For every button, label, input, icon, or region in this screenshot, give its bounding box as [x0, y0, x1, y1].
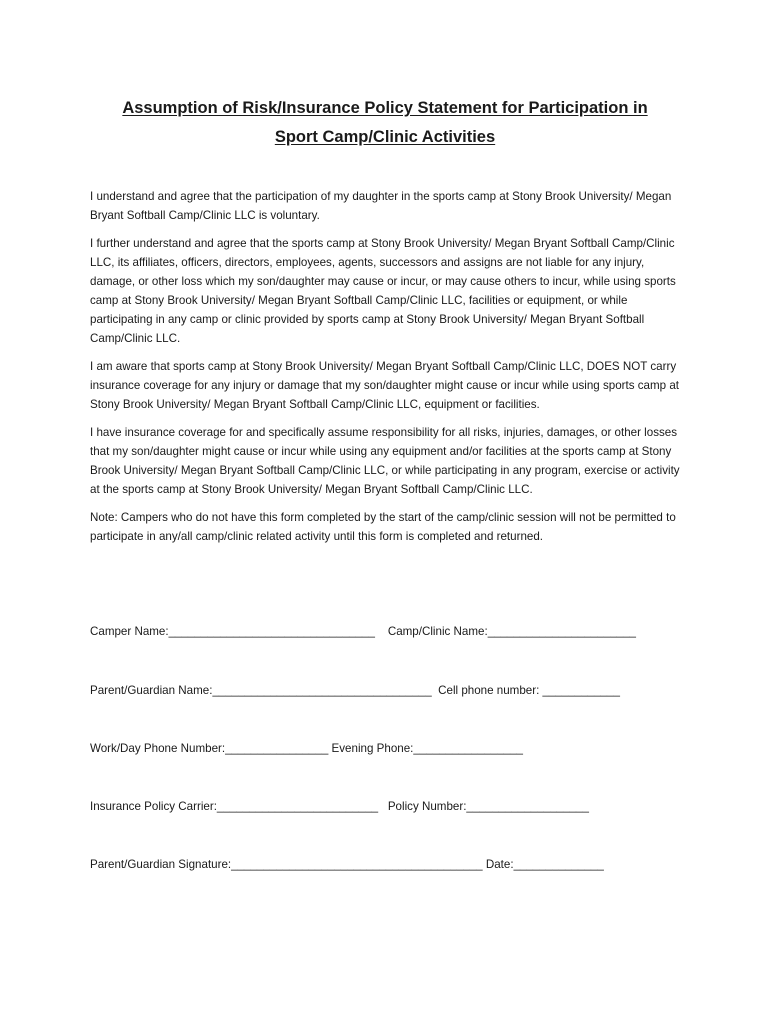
paragraph-note: Note: Campers who do not have this form completed by the start of the camp/clinic session will not be permitted to participate in any/all camp/clinic related activity until this form is completed and returned. [90, 511, 676, 543]
field-row-phones [90, 741, 523, 757]
field-row-guardian [90, 683, 620, 699]
document-title [60, 94, 710, 152]
evening-phone-field[interactable]: Evening Phone:_________________ [331, 742, 523, 755]
guardian-signature-field[interactable]: Parent/Guardian Signature:_______________________________________ [90, 858, 483, 871]
paragraph-assume-responsibility: I have insurance coverage for and specifically assume responsibility for all risks, injuries, damages, or other losses that my son/daughter might cause or incur while using any equipment and/or facilities at the sports camp at Stony Brook University/ Megan Bryant Softball Camp/Clinic LLC, or while participating in any program, exercise or activity at the sports camp at Stony Brook University/ Megan Bryant Softball Camp/Clinic LLC. [90, 426, 680, 496]
title-line-2: Sport Camp/Clinic Activities [274, 128, 496, 146]
camper-name-field[interactable]: Camper Name:________________________________ [90, 625, 375, 638]
policy-number-field[interactable]: Policy Number:___________________ [387, 800, 589, 813]
title-line-1: Assumption of Risk/Insurance Policy Statement for Participation in [122, 99, 648, 117]
insurance-carrier-field[interactable]: Insurance Policy Carrier:_________________________ [90, 800, 379, 813]
paragraph-insurance-coverage: I am aware that sports camp at Stony Brook University/ Megan Bryant Softball Camp/Clinic LLC, DOES NOT carry insurance coverage for any injury or damage that my son/daughter might cause or incur while using sports camp at Stony Brook University/ Megan Bryant Softball Camp/Clinic LLC, equipment or facilities. [90, 360, 680, 411]
work-phone-field[interactable]: Work/Day Phone Number:________________ [90, 742, 329, 755]
field-row-insurance [90, 799, 589, 815]
paragraph-liability: I further understand and agree that the sports camp at Stony Brook University/ Megan Bryant Softball Camp/Clinic LLC, its affiliates, officers, directors, employees, agents, successors and assigns are not liable for any injury, damage, or other loss which my son/daughter may cause or incur, or may cause others to incur, while using sports camp at Stony Brook University/ Megan Bryant Softball Camp/Clinic LLC, facilities or equipment, or while participating in any camp or clinic provided by sports camp at Stony Brook University/ Megan Bryant Softball Camp/Clinic LLC. [90, 237, 676, 345]
date-field[interactable]: Date:______________ [485, 858, 604, 871]
paragraph-voluntary: I understand and agree that the participation of my daughter in the sports camp at Stony Brook University/ Megan Bryant Softball Camp/Clinic LLC is voluntary. [90, 190, 672, 222]
camp-clinic-name-field[interactable]: Camp/Clinic Name:_______________________ [387, 625, 636, 638]
cell-phone-field[interactable]: Cell phone number: ____________ [438, 684, 620, 697]
field-row-camper [90, 624, 636, 640]
guardian-name-field[interactable]: Parent/Guardian Name:__________________________________ [90, 684, 432, 697]
field-row-signature [90, 857, 604, 873]
document-body [90, 187, 690, 555]
